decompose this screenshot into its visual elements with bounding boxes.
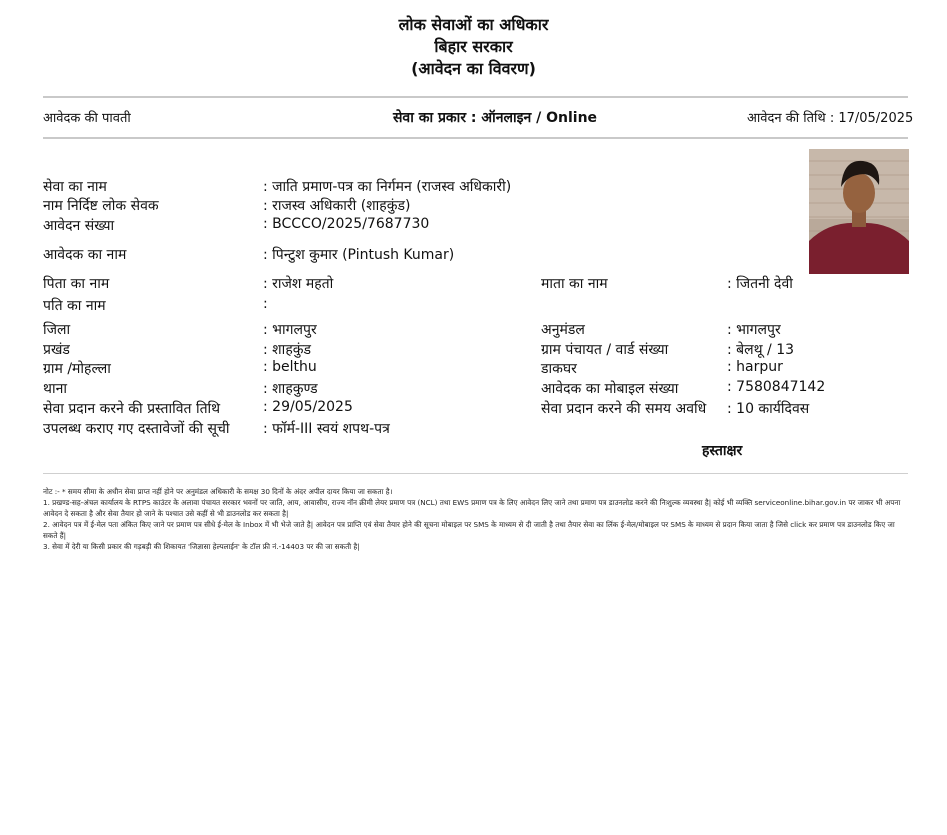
applicant-name-value: : पिन्टुश कुमार (Pintush Kumar) bbox=[263, 247, 455, 263]
panchayat-label: ग्राम पंचायत / वार्ड संख्या bbox=[541, 342, 669, 358]
notes-section bbox=[43, 486, 905, 552]
note-3: 3. सेवा में देरी या किसी प्रकार की गड़बड़ी की शिकायत 'जिज्ञासा हेल्पलाईन' के टॉल फ्री नं.-14403 पर की जा सकती है| bbox=[43, 542, 360, 551]
subdivision-value: : भागलपुर bbox=[727, 322, 781, 338]
photo-image bbox=[809, 149, 909, 274]
divider-top bbox=[43, 96, 908, 98]
mother-name-value: : जितनी देवी bbox=[727, 276, 793, 292]
police-station-label: थाना bbox=[43, 381, 67, 397]
proposed-date-value: : 29/05/2025 bbox=[263, 399, 353, 415]
service-period-value: : 10 कार्यदिवस bbox=[727, 401, 810, 417]
husband-name-label: पति का नाम bbox=[43, 298, 106, 314]
note-appeal: नोट :- * समय सीमा के अधीन सेवा प्राप्त नहीं होने पर अनुमंडल अधिकारी के समक्ष 30 दिनों के अंदर अपील दायर किया जा सकता है। bbox=[43, 487, 393, 496]
signature-label: हस्ताक्षर bbox=[702, 443, 743, 459]
mobile-value: : 7580847142 bbox=[727, 379, 826, 395]
proposed-date-label: सेवा प्रदान करने की प्रस्तावित तिथि bbox=[43, 401, 221, 417]
application-number-value: : BCCCO/2025/7687730 bbox=[263, 216, 430, 232]
documents-label: उपलब्ध कराए गए दस्तावेजों की सूची bbox=[43, 421, 230, 437]
post-office-label: डाकघर bbox=[541, 361, 577, 377]
district-value: : भागलपुर bbox=[263, 322, 317, 338]
officer-label: नाम निर्दिष्ट लोक सेवक bbox=[43, 198, 159, 214]
applicant-name-label: आवेदक का नाम bbox=[43, 247, 127, 263]
mobile-label: आवेदक का मोबाइल संख्या bbox=[541, 381, 679, 397]
post-office-value: : harpur bbox=[727, 359, 783, 375]
header-title: लोक सेवाओं का अधिकार bbox=[398, 15, 549, 34]
note-2: 2. आवेदन पत्र में ई-मेल पता अंकित किए जाने पर प्रमाण पत्र सीधे ई-मेल के Inbox में भी भेजे जाते है| आवेदन पत्र प्राप्ति एवं सेवा तैयार होने की सूचना मोबाइल पर SMS के माध्यम से दी जाती है तथा तैयार सेवा का लिंक ई-मेल/मोबाइल पर SMS के माध्यम से प्रदान किया जाता है जिसे click कर प्रमाण पत्र डाउनलोड किए जा सकते हैं| bbox=[43, 520, 895, 540]
application-number-label: आवेदन संख्या bbox=[43, 218, 115, 234]
divider-middle bbox=[43, 137, 908, 139]
village-value: : belthu bbox=[263, 359, 317, 375]
divider-bottom bbox=[43, 473, 908, 474]
village-label: ग्राम /मोहल्ला bbox=[43, 361, 111, 377]
service-name-value: : जाति प्रमाण-पत्र का निर्गमन (राजस्व अधिकारी) bbox=[263, 179, 512, 195]
application-date: आवेदन की तिथि : 17/05/2025 bbox=[747, 111, 914, 126]
block-label: प्रखंड bbox=[43, 342, 70, 358]
officer-value: : राजस्व अधिकारी (शाहकुंड) bbox=[263, 198, 411, 214]
service-type: सेवा का प्रकार : ऑनलाइन / Online bbox=[392, 110, 598, 126]
applicant-photo bbox=[809, 149, 909, 274]
father-name-label: पिता का नाम bbox=[43, 276, 110, 292]
document-header bbox=[0, 14, 947, 80]
husband-name-value: : bbox=[263, 296, 268, 312]
documents-value: : फॉर्म-III स्वयं शपथ-पत्र bbox=[263, 421, 390, 437]
service-period-label: सेवा प्रदान करने की समय अवधि bbox=[541, 401, 707, 417]
note-1: 1. प्रखण्ड-सह-अंचल कार्यालय के RTPS काउंटर के अलावा पंचायत सरकार भवनों पर जाति, आय, आवासीय, राज्य नॉन क्रीमी लेयर प्रमाण पत्र (NCL) तथा EWS प्रमाण पत्र के लिए आवेदन लिए जाने तथा प्रमाण पत्र डाउनलोड करने की निःशुल्क व्यवस्था है| कोई भी व्यक्ति serviceonline.bihar.gov.in पर जाकर भी अपना आवेदन दे सकता है और सेवा तैयार हो जाने के पश्चात उसे कहीं से भी डाउनलोड कर सकता है| bbox=[43, 498, 901, 518]
mother-name-label: माता का नाम bbox=[541, 276, 608, 292]
father-name-value: : राजेश महतो bbox=[263, 276, 334, 292]
panchayat-value: : बेलथू / 13 bbox=[727, 342, 795, 358]
receipt-label: आवेदक की पावती bbox=[43, 111, 131, 126]
header-caption: (आवेदन का विवरण) bbox=[411, 59, 536, 78]
header-subtitle: बिहार सरकार bbox=[434, 37, 513, 56]
district-label: जिला bbox=[43, 322, 71, 338]
block-value: : शाहकुंड bbox=[263, 342, 311, 358]
subdivision-label: अनुमंडल bbox=[541, 322, 585, 338]
service-name-label: सेवा का नाम bbox=[43, 179, 107, 195]
police-station-value: : शाहकुण्ड bbox=[263, 381, 318, 397]
